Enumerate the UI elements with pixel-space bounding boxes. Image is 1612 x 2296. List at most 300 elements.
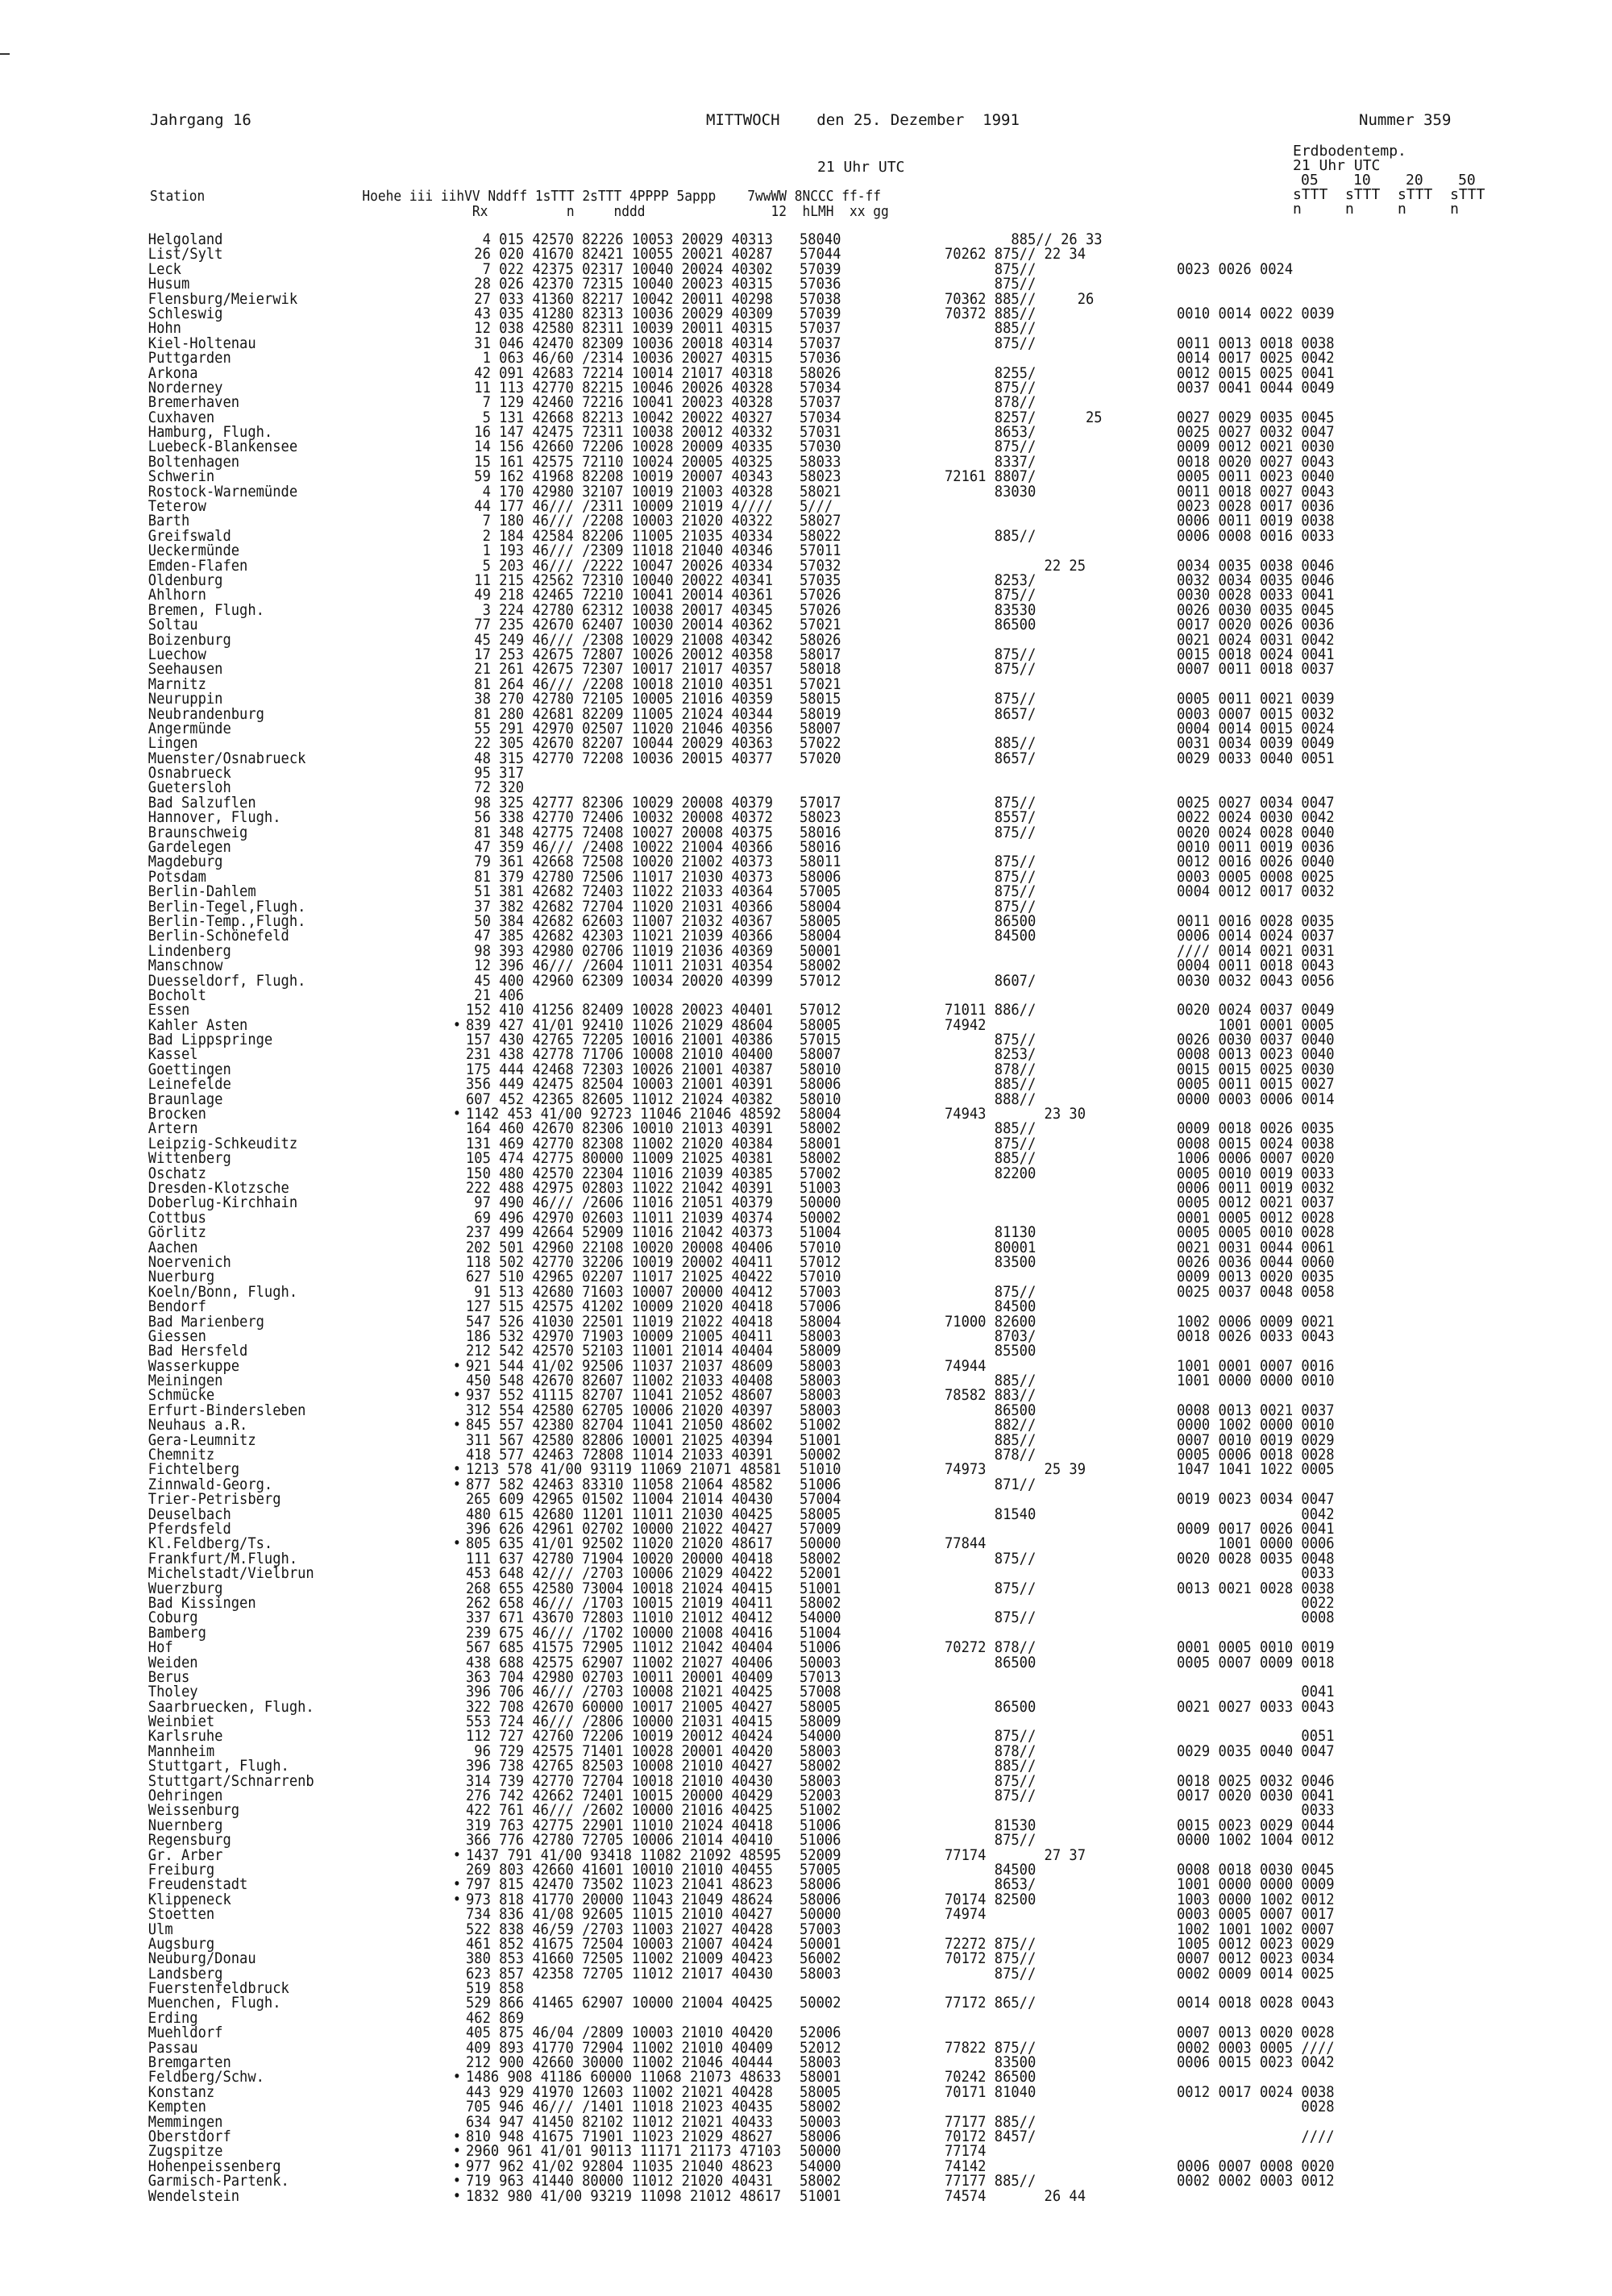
station-name: Husum — [147, 275, 190, 293]
synop-groups: 49 218 42465 72210 10041 20014 40361 — [466, 586, 773, 604]
pressure-tendency: 58009 — [800, 1713, 841, 1731]
synop-groups: 1 063 46/60 /2314 10036 20027 40315 — [466, 349, 773, 367]
soil-temperatures: 0021 0027 0033 0043 — [1177, 1697, 1335, 1716]
synop-groups: 705 946 46/// /1401 11018 21023 40435 — [466, 2098, 773, 2116]
station-name: Oldenburg — [147, 571, 223, 589]
synop-groups: 202 501 42960 22108 10020 20008 40406 — [466, 1238, 773, 1256]
soil-temperatures: 0012 0015 0025 0041 — [1177, 363, 1335, 382]
soil-temperatures: 0009 0012 0021 0030 — [1177, 438, 1335, 456]
synop-groups: 127 515 42575 41202 10009 21020 40418 — [466, 1297, 773, 1316]
weather-cloud-groups: 85500 — [945, 1342, 1037, 1360]
station-name: Muenster/Osnabrueck — [147, 749, 306, 767]
soil-temperatures: 0026 0030 0037 0040 — [1177, 1031, 1335, 1049]
pressure-tendency: 58022 — [800, 526, 841, 545]
station-name: Potsdam — [147, 867, 206, 886]
weather-cloud-groups: 78582 883// — [945, 1386, 1037, 1405]
soil-temperatures: 0018 0025 0032 0046 — [1177, 1771, 1335, 1790]
pressure-tendency: 58003 — [800, 1401, 841, 1419]
synop-groups: 7 180 46/// /2208 10003 21020 40322 — [466, 512, 773, 530]
erdboden-depths: 05 10 20 50 — [1301, 172, 1476, 189]
weather-cloud-groups: 8255/ — [945, 363, 1037, 382]
mountain-marker: • — [452, 2142, 462, 2161]
station-name: Leipzig-Schkeuditz — [147, 1134, 298, 1152]
soil-temperatures: 0034 0035 0038 0046 — [1177, 556, 1335, 575]
weather-cloud-groups: 77822 875// — [945, 2038, 1037, 2057]
pressure-tendency: 58006 — [800, 867, 841, 886]
mountain-marker: • — [452, 1356, 462, 1375]
station-name: Freudenstadt — [147, 1875, 248, 1894]
synop-groups: 396 706 46/// /2703 10008 21021 40425 — [466, 1683, 773, 1701]
station-name: Zinnwald-Georg. — [147, 1475, 273, 1493]
pressure-tendency: 51004 — [800, 1623, 841, 1642]
station-name: Fuerstenfeldbruck — [147, 1979, 289, 1998]
soil-temperatures: 0020 0024 0037 0049 — [1177, 1001, 1335, 1019]
station-name: Helgoland — [147, 230, 223, 248]
pressure-tendency: 57037 — [800, 319, 841, 338]
station-name: Fichtelberg — [147, 1460, 240, 1479]
synop-groups: 797 815 42470 73502 11023 21041 48623 — [466, 1875, 773, 1894]
station-name: Gr. Arber — [147, 1846, 223, 1864]
pressure-tendency: 57036 — [800, 349, 841, 367]
weather-cloud-groups: 70171 81040 — [945, 2082, 1037, 2101]
weather-cloud-groups: 77177 885// — [945, 2112, 1037, 2131]
pressure-tendency: 58010 — [800, 1060, 841, 1078]
erdboden-units: n n n n — [1293, 201, 1459, 218]
pressure-tendency: 58005 — [800, 1505, 841, 1523]
pressure-tendency: 58040 — [800, 230, 841, 248]
synop-groups: 12 396 46/// /2604 11011 21031 40354 — [466, 957, 773, 975]
synop-groups: 150 480 42570 22304 11016 21039 40385 — [466, 1164, 773, 1182]
weather-cloud-groups: 885// 26 33 — [945, 230, 1103, 248]
station-name: Goettingen — [147, 1060, 231, 1078]
soil-temperatures: 0004 0011 0018 0043 — [1177, 957, 1335, 975]
soil-temperatures: 0006 0015 0023 0042 — [1177, 2053, 1335, 2072]
pressure-tendency: 57017 — [800, 793, 841, 812]
soil-temperatures: 0025 0027 0034 0047 — [1177, 793, 1335, 812]
station-name: Weissenburg — [147, 1801, 240, 1820]
soil-temperatures: 0001 0005 0010 0019 — [1177, 1638, 1335, 1657]
station-name: Bremen, Flugh. — [147, 600, 264, 619]
station-name: Greifswald — [147, 526, 231, 545]
soil-temperatures: 0023 0026 0024 — [1177, 259, 1294, 278]
station-name: Weiden — [147, 1653, 198, 1671]
time-label: 21 Uhr UTC — [817, 159, 905, 176]
soil-temperatures: 0005 0006 0018 0028 — [1177, 1446, 1335, 1464]
synop-groups: 212 542 42570 52103 11001 21014 40404 — [466, 1342, 773, 1360]
station-name: Essen — [147, 1001, 190, 1019]
table-row — [147, 971, 1336, 990]
weather-cloud-groups: 885// — [945, 526, 1037, 545]
weather-cloud-groups: 22 25 — [945, 556, 1086, 575]
soil-temperatures: 0001 0005 0012 0028 — [1177, 1208, 1335, 1227]
table-row — [147, 764, 1336, 783]
weather-cloud-groups: 72161 8807/ — [945, 467, 1037, 486]
weather-cloud-groups: 885// — [945, 734, 1037, 753]
pressure-tendency: 58005 — [800, 1015, 841, 1034]
weather-cloud-groups: 70362 885// 26 — [945, 289, 1095, 308]
pressure-tendency: 50001 — [800, 941, 841, 960]
pressure-tendency: 58004 — [800, 927, 841, 945]
synop-groups: 268 655 42580 73004 10018 21024 40415 — [466, 1579, 773, 1597]
soil-temperatures: 0006 0014 0024 0037 — [1177, 927, 1335, 945]
pressure-tendency: 57032 — [800, 556, 841, 575]
pressure-tendency: 57003 — [800, 1282, 841, 1301]
soil-temperatures: 0004 0012 0017 0032 — [1177, 882, 1335, 901]
pressure-tendency: 52006 — [800, 2024, 841, 2042]
soil-temperatures: 0029 0033 0040 0051 — [1177, 749, 1335, 767]
station-name: Görlitz — [147, 1223, 206, 1242]
mountain-marker: • — [452, 1015, 462, 1034]
synop-groups: 2960 961 41/01 90113 11171 21173 47103 — [466, 2142, 782, 2161]
pressure-tendency: 57037 — [800, 393, 841, 412]
station-name: Chemnitz — [147, 1446, 215, 1464]
pressure-tendency: 58006 — [800, 1075, 841, 1094]
weather-cloud-groups: 878// — [945, 1742, 1037, 1760]
synop-groups: 51 381 42682 72403 11022 21033 40364 — [466, 882, 773, 901]
synop-groups: 26 020 41670 82421 10055 20021 40287 — [466, 245, 773, 264]
pressure-tendency: 58003 — [800, 1386, 841, 1405]
soil-temperatures: 0021 0031 0044 0061 — [1177, 1238, 1335, 1256]
weather-cloud-groups: 875// — [945, 378, 1037, 397]
station-name: Regensburg — [147, 1831, 231, 1850]
station-name: Bremgarten — [147, 2053, 231, 2072]
synop-groups: 405 875 46/04 /2809 10003 21010 40420 — [466, 2024, 773, 2042]
pressure-tendency: 58023 — [800, 808, 841, 827]
pressure-tendency: 58019 — [800, 704, 841, 723]
soil-temperatures: 0006 0007 0008 0020 — [1177, 2157, 1335, 2175]
soil-temperatures: 0030 0032 0043 0056 — [1177, 971, 1335, 990]
pressure-tendency: 57013 — [800, 1667, 841, 1686]
station-name: Hohn — [147, 319, 181, 338]
soil-temperatures: 0005 0005 0010 0028 — [1177, 1223, 1335, 1242]
station-name: Karlsruhe — [147, 1727, 223, 1746]
synop-groups: 38 270 42780 72105 10005 21016 40359 — [466, 690, 773, 708]
pressure-tendency: 58001 — [800, 2068, 841, 2086]
station-name: Passau — [147, 2038, 198, 2057]
synop-groups: 7 022 42375 02317 10040 20024 40302 — [466, 259, 773, 278]
weather-cloud-groups: 77177 885// — [945, 2172, 1037, 2190]
pressure-tendency: 58002 — [800, 1757, 841, 1775]
synop-groups: 977 962 41/02 92804 11035 21040 48623 — [466, 2157, 773, 2175]
pressure-tendency: 58003 — [800, 1372, 841, 1390]
pressure-tendency: 58003 — [800, 1327, 841, 1345]
weather-cloud-groups: 77174 — [945, 2142, 987, 2161]
soil-temperatures: 0007 0012 0023 0034 — [1177, 1949, 1335, 1968]
station-name: Luechow — [147, 645, 206, 663]
station-name: Schleswig — [147, 304, 223, 322]
station-name: Braunlage — [147, 1090, 223, 1108]
station-name: Feldberg/Schw. — [147, 2068, 264, 2086]
erdboden-time: 21 Uhr UTC — [1293, 157, 1381, 174]
table-row — [147, 751, 1336, 766]
soil-temperatures: 1005 0012 0023 0029 — [1177, 1934, 1335, 1953]
weather-cloud-groups: 83500 — [945, 2053, 1037, 2072]
station-name: Lindenberg — [147, 941, 231, 960]
synop-groups: 11 113 42770 82215 10046 20026 40328 — [466, 378, 773, 397]
weather-cloud-groups: 86500 — [945, 1697, 1037, 1716]
station-name: Klippeneck — [147, 1890, 231, 1908]
weather-cloud-groups: 875// — [945, 259, 1037, 278]
pressure-tendency: 57012 — [800, 1252, 841, 1271]
station-name: Bremerhaven — [147, 393, 240, 412]
synop-groups: 719 963 41440 80000 11012 21020 40431 — [466, 2172, 773, 2190]
weather-cloud-groups: 70174 82500 — [945, 1890, 1037, 1908]
weather-cloud-groups: 875// — [945, 853, 1037, 871]
soil-temperatures: 0029 0035 0040 0047 — [1177, 1742, 1335, 1760]
soil-temperatures: 0000 0003 0006 0014 — [1177, 1090, 1335, 1108]
weather-cloud-groups: 77172 865// — [945, 1994, 1037, 2012]
synop-groups: 98 325 42777 82306 10029 20008 40379 — [466, 793, 773, 812]
pressure-tendency: 58015 — [800, 690, 841, 708]
pressure-tendency: 50003 — [800, 2112, 841, 2131]
weather-cloud-groups: 70262 875// 22 34 — [945, 245, 1086, 264]
station-name: Bendorf — [147, 1297, 206, 1316]
soil-temperatures: 0010 0014 0022 0039 — [1177, 304, 1335, 322]
synop-groups: 14 156 42660 72206 10028 20009 40335 — [466, 438, 773, 456]
synop-groups: 1486 908 41186 60000 11068 21073 48633 — [466, 2068, 782, 2086]
pressure-tendency: 52001 — [800, 1564, 841, 1583]
station-name: Weinbiet — [147, 1713, 215, 1731]
weather-cloud-groups: 875// — [945, 867, 1037, 886]
station-name: Berlin-Dahlem — [147, 882, 256, 901]
soil-temperatures: 0017 0020 0026 0036 — [1177, 616, 1335, 634]
station-name: Bamberg — [147, 1623, 206, 1642]
binding-mark — [0, 53, 10, 55]
synop-groups: 17 253 42675 72807 10026 20012 40358 — [466, 645, 773, 663]
soil-temperatures: 0006 0008 0016 0033 — [1177, 526, 1335, 545]
synop-groups: 396 738 42765 82503 10008 21010 40427 — [466, 1757, 773, 1775]
soil-temperatures: 0000 1002 1004 0012 — [1177, 1831, 1335, 1850]
station-name: Teterow — [147, 497, 206, 516]
weather-cloud-groups: 84500 — [945, 1860, 1037, 1879]
weather-cloud-groups: 875// — [945, 1831, 1037, 1850]
weather-cloud-groups: 888// — [945, 1090, 1037, 1108]
pressure-tendency: 51001 — [800, 2186, 841, 2205]
soil-temperatures: 0022 0024 0030 0042 — [1177, 808, 1335, 827]
weather-cloud-groups: 81540 — [945, 1505, 1037, 1523]
pressure-tendency: 58033 — [800, 452, 841, 471]
station-name: Oehringen — [147, 1787, 223, 1805]
station-name: Marnitz — [147, 675, 206, 693]
soil-temperatures: 0042 — [1177, 1505, 1335, 1523]
weather-cloud-groups: 80001 — [945, 1238, 1037, 1256]
station-table — [147, 232, 1469, 2203]
synop-groups: 553 724 46/// /2806 10000 21031 40415 — [466, 1713, 773, 1731]
synop-groups: 921 544 41/02 92506 11037 21037 48609 — [466, 1356, 773, 1375]
pressure-tendency: 58026 — [800, 630, 841, 649]
synop-groups: 450 548 42670 82607 11002 21033 40408 — [466, 1372, 773, 1390]
pressure-tendency: 57039 — [800, 304, 841, 322]
mountain-marker: • — [452, 1534, 462, 1553]
mountain-marker: • — [452, 1416, 462, 1434]
pressure-tendency: 57036 — [800, 275, 841, 293]
weather-cloud-groups: 8557/ — [945, 808, 1037, 827]
station-name: List/Sylt — [147, 245, 223, 264]
pressure-tendency: 58002 — [800, 1149, 841, 1168]
station-name: Gardelegen — [147, 838, 231, 857]
station-name: Aachen — [147, 1238, 198, 1256]
weather-cloud-groups: 71011 886// — [945, 1001, 1037, 1019]
station-name: Muehldorf — [147, 2024, 223, 2042]
weather-cloud-groups: 875// — [945, 1727, 1037, 1746]
soil-temperatures: 0011 0018 0027 0043 — [1177, 482, 1335, 500]
station-name: Oschatz — [147, 1164, 206, 1182]
weather-cloud-groups: 83500 — [945, 1252, 1037, 1271]
station-name: Kahler Asten — [147, 1015, 248, 1034]
station-name: Wendelstein — [147, 2186, 240, 2205]
soil-temperatures: 0015 0023 0029 0044 — [1177, 1816, 1335, 1834]
weather-cloud-groups: 875// — [945, 1134, 1037, 1152]
synop-groups: 55 291 42970 02507 11020 21046 40356 — [466, 719, 773, 737]
table-row — [147, 1966, 1336, 1981]
pressure-tendency: 57026 — [800, 600, 841, 619]
pressure-tendency: 58017 — [800, 645, 841, 663]
soil-temperatures: 0030 0028 0033 0041 — [1177, 586, 1335, 604]
station-name: Puttgarden — [147, 349, 231, 367]
synop-groups: 1142 453 41/00 92723 11046 21046 48592 — [466, 1105, 782, 1123]
station-name: Braunschweig — [147, 823, 248, 841]
pressure-tendency: 50002 — [800, 1208, 841, 1227]
weather-cloud-groups: 875// — [945, 660, 1037, 679]
weather-cloud-groups: 8607/ — [945, 971, 1037, 990]
weather-cloud-groups: 875// — [945, 1771, 1037, 1790]
station-name: Stuttgart/Schnarrenb — [147, 1771, 314, 1790]
synop-groups: 422 761 46/// /2602 10000 21016 40425 — [466, 1801, 773, 1820]
erdboden-codes: sTTT sTTT sTTT sTTT — [1293, 186, 1485, 203]
station-name: Augsburg — [147, 1934, 215, 1953]
station-name: Luebeck-Blankensee — [147, 438, 298, 456]
station-name: Bad Kissingen — [147, 1593, 256, 1612]
station-name: Neuhaus a.R. — [147, 1416, 248, 1434]
synop-groups: 175 444 42468 72303 10026 21001 40387 — [466, 1060, 773, 1078]
synop-groups: 607 452 42365 82605 11012 21024 40382 — [466, 1090, 773, 1108]
pressure-tendency: 58002 — [800, 2098, 841, 2116]
synop-groups: 231 438 42778 71706 10008 21010 40400 — [466, 1045, 773, 1064]
soil-temperatures: 1001 0000 0000 0009 — [1177, 1875, 1335, 1894]
station-name: Schmücke — [147, 1386, 215, 1405]
station-name: Saarbruecken, Flugh. — [147, 1697, 314, 1716]
station-name: Koeln/Bonn, Flugh. — [147, 1282, 298, 1301]
station-name: Pferdsfeld — [147, 1519, 231, 1538]
station-name: Cottbus — [147, 1208, 206, 1227]
station-name: Bad Hersfeld — [147, 1342, 248, 1360]
pressure-tendency: 57012 — [800, 1001, 841, 1019]
soil-temperatures: 0008 0018 0030 0045 — [1177, 1860, 1335, 1879]
synop-groups: 212 900 42660 30000 11002 21046 40444 — [466, 2053, 773, 2072]
station-name: Hohenpeissenberg — [147, 2157, 281, 2175]
weather-cloud-groups: 86500 — [945, 911, 1037, 930]
weather-cloud-groups: 74142 — [945, 2157, 987, 2175]
soil-temperatures: 0009 0013 0020 0035 — [1177, 1268, 1335, 1286]
pressure-tendency: 51001 — [800, 1579, 841, 1597]
weather-cloud-groups: 875// — [945, 1964, 1037, 1983]
soil-temperatures: 1001 0001 0005 — [1177, 1015, 1335, 1034]
weather-cloud-groups: 875// — [945, 275, 1037, 293]
pressure-tendency: 58009 — [800, 1342, 841, 1360]
pressure-tendency: 58004 — [800, 1105, 841, 1123]
soil-temperatures: 1001 0000 0000 0010 — [1177, 1372, 1335, 1390]
pressure-tendency: 57010 — [800, 1238, 841, 1256]
synop-groups: 79 361 42668 72508 10020 21002 40373 — [466, 853, 773, 871]
pressure-tendency: 58004 — [800, 1312, 841, 1331]
pressure-tendency: 58005 — [800, 911, 841, 930]
synop-groups: 237 499 42664 52909 11016 21042 40373 — [466, 1223, 773, 1242]
synop-groups: 42 091 42683 72214 10014 21017 40318 — [466, 363, 773, 382]
station-name: Noervenich — [147, 1252, 231, 1271]
weather-cloud-groups: 875// — [945, 1609, 1037, 1627]
synop-groups: 50 384 42682 62603 11007 21032 40367 — [466, 911, 773, 930]
pressure-tendency: 50000 — [800, 1905, 841, 1924]
station-name: Boltenhagen — [147, 452, 240, 471]
column-header: Station Hoehe iii iihVV Nddff 1sTTT 2sTTT 4PPPP 5appp 7wwWW 8NCCC ff-ff — [150, 188, 882, 205]
soil-temperatures: 0008 0013 0023 0040 — [1177, 1045, 1335, 1064]
mountain-marker: • — [452, 1105, 462, 1123]
pressure-tendency: 58006 — [800, 1890, 841, 1908]
pressure-tendency: 58018 — [800, 660, 841, 679]
soil-temperatures: 0015 0015 0025 0030 — [1177, 1060, 1335, 1078]
weather-cloud-groups: 77174 27 37 — [945, 1846, 1086, 1864]
station-name: Stoetten — [147, 1905, 215, 1924]
pressure-tendency: 58007 — [800, 719, 841, 737]
synop-groups: 276 742 42662 72401 10015 20000 40429 — [466, 1787, 773, 1805]
pressure-tendency: 58001 — [800, 1134, 841, 1152]
soil-temperatures: 0007 0010 0019 0029 — [1177, 1430, 1335, 1449]
mountain-marker: • — [452, 1875, 462, 1894]
synop-groups: 21 261 42675 72307 10017 21017 40357 — [466, 660, 773, 679]
pressure-tendency: 57022 — [800, 734, 841, 753]
synop-groups: 522 838 46/59 /2703 11003 21027 40428 — [466, 1920, 773, 1938]
soil-temperatures: 0008 0015 0024 0038 — [1177, 1134, 1335, 1152]
soil-temperatures: 0012 0017 0024 0038 — [1177, 2082, 1335, 2101]
pressure-tendency: 57009 — [800, 1519, 841, 1538]
synop-groups: 152 410 41256 82409 10028 20023 40401 — [466, 1001, 773, 1019]
station-name: Guetersloh — [147, 778, 231, 797]
weather-cloud-groups: 70272 878// — [945, 1638, 1037, 1657]
pressure-tendency: 58027 — [800, 512, 841, 530]
station-name: Meiningen — [147, 1372, 223, 1390]
pressure-tendency: 58003 — [800, 1742, 841, 1760]
weather-cloud-groups: 84500 — [945, 927, 1037, 945]
station-name: Neuburg/Donau — [147, 1949, 256, 1968]
pressure-tendency: 57034 — [800, 408, 841, 426]
weather-cloud-groups: 885// — [945, 1372, 1037, 1390]
pressure-tendency: 58011 — [800, 853, 841, 871]
synop-groups: 37 382 42682 72704 11020 21031 40366 — [466, 897, 773, 915]
soil-temperatures: 0023 0028 0017 0036 — [1177, 497, 1335, 516]
synop-groups: 623 857 42358 72705 11012 21017 40430 — [466, 1964, 773, 1983]
station-name: Kempten — [147, 2098, 206, 2116]
station-name: Erfurt-Bindersleben — [147, 1401, 306, 1419]
weather-cloud-groups: 86500 — [945, 1401, 1037, 1419]
pressure-tendency: 57039 — [800, 259, 841, 278]
synop-groups: 21 406 — [466, 986, 525, 1004]
synop-groups: 22 305 42670 82207 10044 20029 40363 — [466, 734, 773, 753]
soil-temperatures: 0013 0021 0028 0038 — [1177, 1579, 1335, 1597]
pressure-tendency: 52012 — [800, 2038, 841, 2057]
station-name: Landsberg — [147, 1964, 223, 1983]
synop-groups: 4 170 42980 32107 10019 21003 40328 — [466, 482, 773, 500]
weather-cloud-groups: 882// — [945, 1416, 1037, 1434]
pressure-tendency: 51006 — [800, 1816, 841, 1834]
synop-groups: 810 948 41675 71901 11023 21029 48627 — [466, 2128, 773, 2145]
station-name: Cuxhaven — [147, 408, 215, 426]
station-name: Berlin-Temp.,Flugh. — [147, 911, 306, 930]
pressure-tendency: 57005 — [800, 882, 841, 901]
synop-groups: 453 648 42/// /2703 10006 21029 40422 — [466, 1564, 773, 1583]
synop-groups: 131 469 42770 82308 11002 21020 40384 — [466, 1134, 773, 1152]
pressure-tendency: 57021 — [800, 616, 841, 634]
station-name: Garmisch-Partenk. — [147, 2172, 289, 2190]
